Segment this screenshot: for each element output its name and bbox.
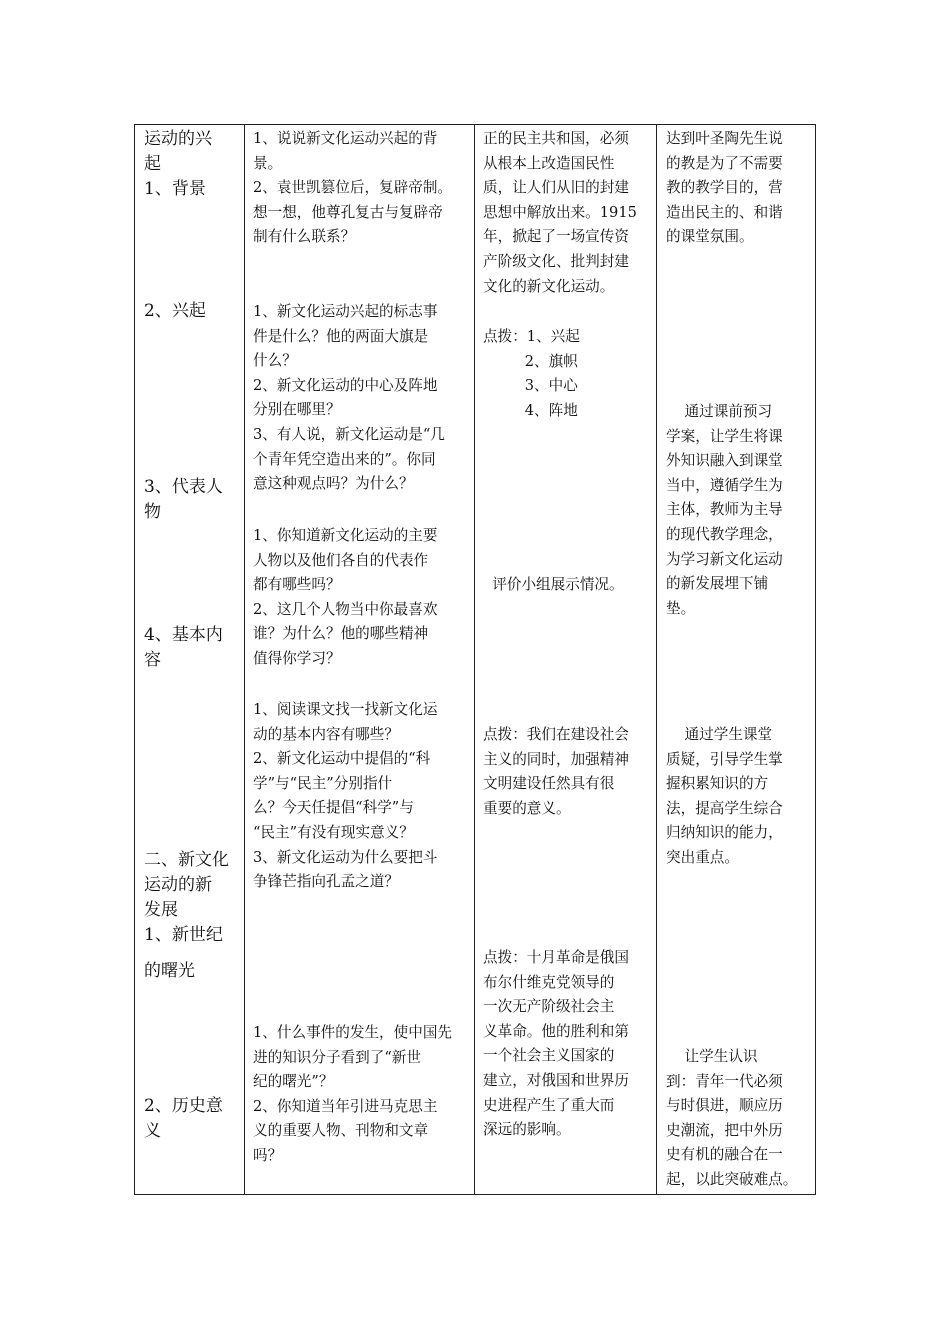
text-line: 1、新世纪: [144, 925, 223, 945]
text-line: 义革命。他的胜利和第: [483, 1022, 629, 1040]
text-line: 纪的曙光”？: [253, 1073, 334, 1091]
questions-background: [253, 127, 473, 250]
text-line: 质疑，引导学生掌: [666, 750, 783, 768]
text-line: 2、你知道当年引进马克思主: [253, 1097, 438, 1115]
text-line: 2、这几个人物当中你最喜欢: [253, 600, 438, 618]
text-line: 2、袁世凯篡位后，复辟帝制。: [253, 179, 453, 197]
text-line: 造出民主的、和谐: [666, 203, 783, 221]
text-line: 一次无产阶级社会主: [483, 998, 615, 1016]
text-line: 当中，遵循学生为: [666, 476, 783, 494]
hint-socialism: [483, 723, 653, 821]
text-line: 什么？: [253, 352, 297, 370]
text-line: 的新发展埋下铺: [666, 575, 769, 593]
text-line: 发展: [144, 900, 178, 920]
text-line: 运动的兴: [144, 129, 212, 149]
text-line: 点拨：十月革命是俄国: [483, 949, 629, 966]
text-line: 的现代教学理念，: [666, 525, 783, 543]
questions-basic-content: [253, 698, 473, 895]
text-line: 的曙光: [144, 961, 195, 981]
text-line: 质，让人们从旧的封建: [483, 179, 629, 197]
hint-october-revolution: [483, 946, 653, 1143]
text-line: 通过课前预习: [666, 403, 773, 420]
column-divider: [474, 125, 475, 1194]
design-intent-3: [666, 723, 814, 871]
text-line: 思想中解放出来。1915: [483, 203, 637, 221]
text-line: 都有哪些吗？: [253, 576, 341, 594]
text-line: 2、兴起: [144, 301, 206, 321]
text-line: 人物以及他们各自的代表作: [253, 551, 429, 569]
text-line: 达到叶圣陶先生说: [666, 130, 783, 147]
text-line: 的教是为了不需要: [666, 154, 783, 172]
text-line: 年，掀起了一场宣传资: [483, 228, 629, 246]
text-line: 学案，让学生将课: [666, 427, 783, 445]
text-line: 深远的影响。: [483, 1121, 571, 1139]
evaluation-note: [483, 573, 653, 598]
text-line: 4、阵地: [483, 401, 578, 419]
text-line: 文明建设任然具有很: [483, 775, 615, 793]
text-line: 主体，教师为主导: [666, 501, 783, 519]
text-line: 物: [144, 502, 161, 522]
text-line: 3、新文化运动为什么要把斗: [253, 848, 438, 866]
text-line: 争锋芒指向孔孟之道？: [253, 873, 399, 891]
text-line: 评价小组展示情况。: [483, 576, 624, 593]
topic-representatives: [144, 475, 240, 525]
text-line: 的课堂氛围。: [666, 228, 754, 246]
text-line: 史进程产生了重大而: [483, 1096, 615, 1114]
text-line: 进的知识分子看到了“新世: [253, 1048, 421, 1066]
text-line: 3、代表人: [144, 477, 223, 497]
text-line: 通过学生课堂: [666, 726, 773, 743]
text-line: 突出重点。: [666, 848, 739, 866]
text-line: 2、新文化运动中提倡的“科: [253, 750, 431, 768]
questions-representatives: [253, 524, 473, 672]
text-line: 握积累知识的方: [666, 775, 769, 793]
design-intent-4: [666, 1045, 814, 1193]
text-line: 容: [144, 650, 161, 670]
questions-new-century: [253, 1021, 473, 1169]
text-line: 件是什么？他的两面大旗是: [253, 327, 429, 345]
text-line: 建立，对俄国和世界历: [483, 1071, 629, 1089]
topic-new-century-dawn: [144, 959, 240, 984]
text-line: 动的基本内容有哪些？: [253, 725, 399, 743]
text-line: 1、新文化运动兴起的标志事: [253, 303, 438, 320]
questions-rise: [253, 300, 473, 497]
text-line: 4、基本内: [144, 625, 223, 645]
topic-rise: [144, 299, 240, 324]
text-line: 景。: [253, 154, 283, 172]
text-line: 义: [144, 1121, 161, 1141]
design-intent-2: [666, 400, 814, 621]
text-line: 3、中心: [483, 377, 578, 395]
text-line: 文化的新文化运动。: [483, 277, 615, 295]
text-line: “民主”有没有现实意义？: [253, 823, 414, 841]
text-line: 从根本上改造国民性: [483, 154, 615, 172]
text-line: 1、阅读课文找一找新文化运: [253, 701, 438, 718]
text-line: 正的民主共和国，必须: [483, 130, 629, 147]
text-line: 学”与“民主”分别指什: [253, 774, 393, 792]
text-line: 吗？: [253, 1146, 283, 1164]
text-line: 制有什么联系？: [253, 228, 356, 246]
text-line: 教的教学目的，营: [666, 179, 783, 197]
column-divider: [656, 125, 657, 1194]
topic-basic-content: [144, 623, 240, 673]
text-line: 个青年凭空造出来的”。你同: [253, 450, 436, 468]
text-line: 归纳知识的能力，: [666, 824, 783, 842]
text-line: 为学习新文化运动: [666, 550, 783, 568]
text-line: 意这种观点吗？为什么？: [253, 475, 414, 493]
teacher-intro: [483, 127, 653, 299]
text-line: 起: [144, 154, 161, 174]
text-line: 外知识融入到课堂: [666, 452, 783, 470]
text-line: 想一想，他尊孔复古与复辟帝: [253, 203, 443, 221]
text-line: 1、你知道新文化运动的主要: [253, 527, 438, 544]
text-line: 分别在哪里？: [253, 401, 341, 419]
text-line: 布尔什维克党领导的: [483, 973, 615, 991]
text-line: 点拨：1、兴起: [483, 328, 580, 345]
text-line: 到：青年一代必须: [666, 1072, 783, 1090]
text-line: 史有机的融合在一: [666, 1146, 783, 1164]
text-line: 二、新文化: [144, 850, 229, 870]
text-line: 法，提高学生综合: [666, 799, 783, 817]
topic-background: [144, 127, 240, 202]
text-line: 一个社会主义国家的: [483, 1047, 615, 1065]
text-line: 垫。: [666, 599, 696, 617]
text-line: 2、旗帜: [483, 352, 578, 370]
text-line: 重要的意义。: [483, 799, 571, 817]
lesson-plan-table: [134, 124, 816, 1195]
text-line: 点拨：我们在建设社会: [483, 726, 629, 743]
text-line: 与时俱进，顺应历: [666, 1097, 783, 1115]
text-line: 让学生认识: [666, 1048, 758, 1065]
column-divider: [244, 125, 245, 1194]
text-line: 值得你学习？: [253, 649, 341, 667]
text-line: 运动的新: [144, 875, 212, 895]
text-line: 么？今天任提倡“科学”与: [253, 799, 414, 817]
text-line: 3、有人说，新文化运动是“几: [253, 425, 445, 443]
text-line: 2、历史意: [144, 1096, 223, 1116]
text-line: 主义的同时，加强精神: [483, 750, 629, 768]
topic-historical-significance: [144, 1094, 240, 1144]
text-line: 1、什么事件的发生，使中国先: [253, 1024, 453, 1041]
design-intent-1: [666, 127, 814, 250]
text-line: 2、新文化运动的中心及阵地: [253, 376, 438, 394]
text-line: 1、说说新文化运动兴起的背: [253, 130, 438, 147]
hint-key-points: [483, 325, 653, 423]
text-line: 产阶级文化、批判封建: [483, 252, 629, 270]
text-line: 起，以此突破难点。: [666, 1170, 798, 1188]
topic-new-development: [144, 848, 240, 948]
text-line: 谁？为什么？他的哪些精神: [253, 625, 429, 643]
text-line: 史潮流，把中外历: [666, 1121, 783, 1139]
text-line: 义的重要人物、刊物和文章: [253, 1122, 429, 1140]
text-line: 1、背景: [144, 179, 206, 199]
